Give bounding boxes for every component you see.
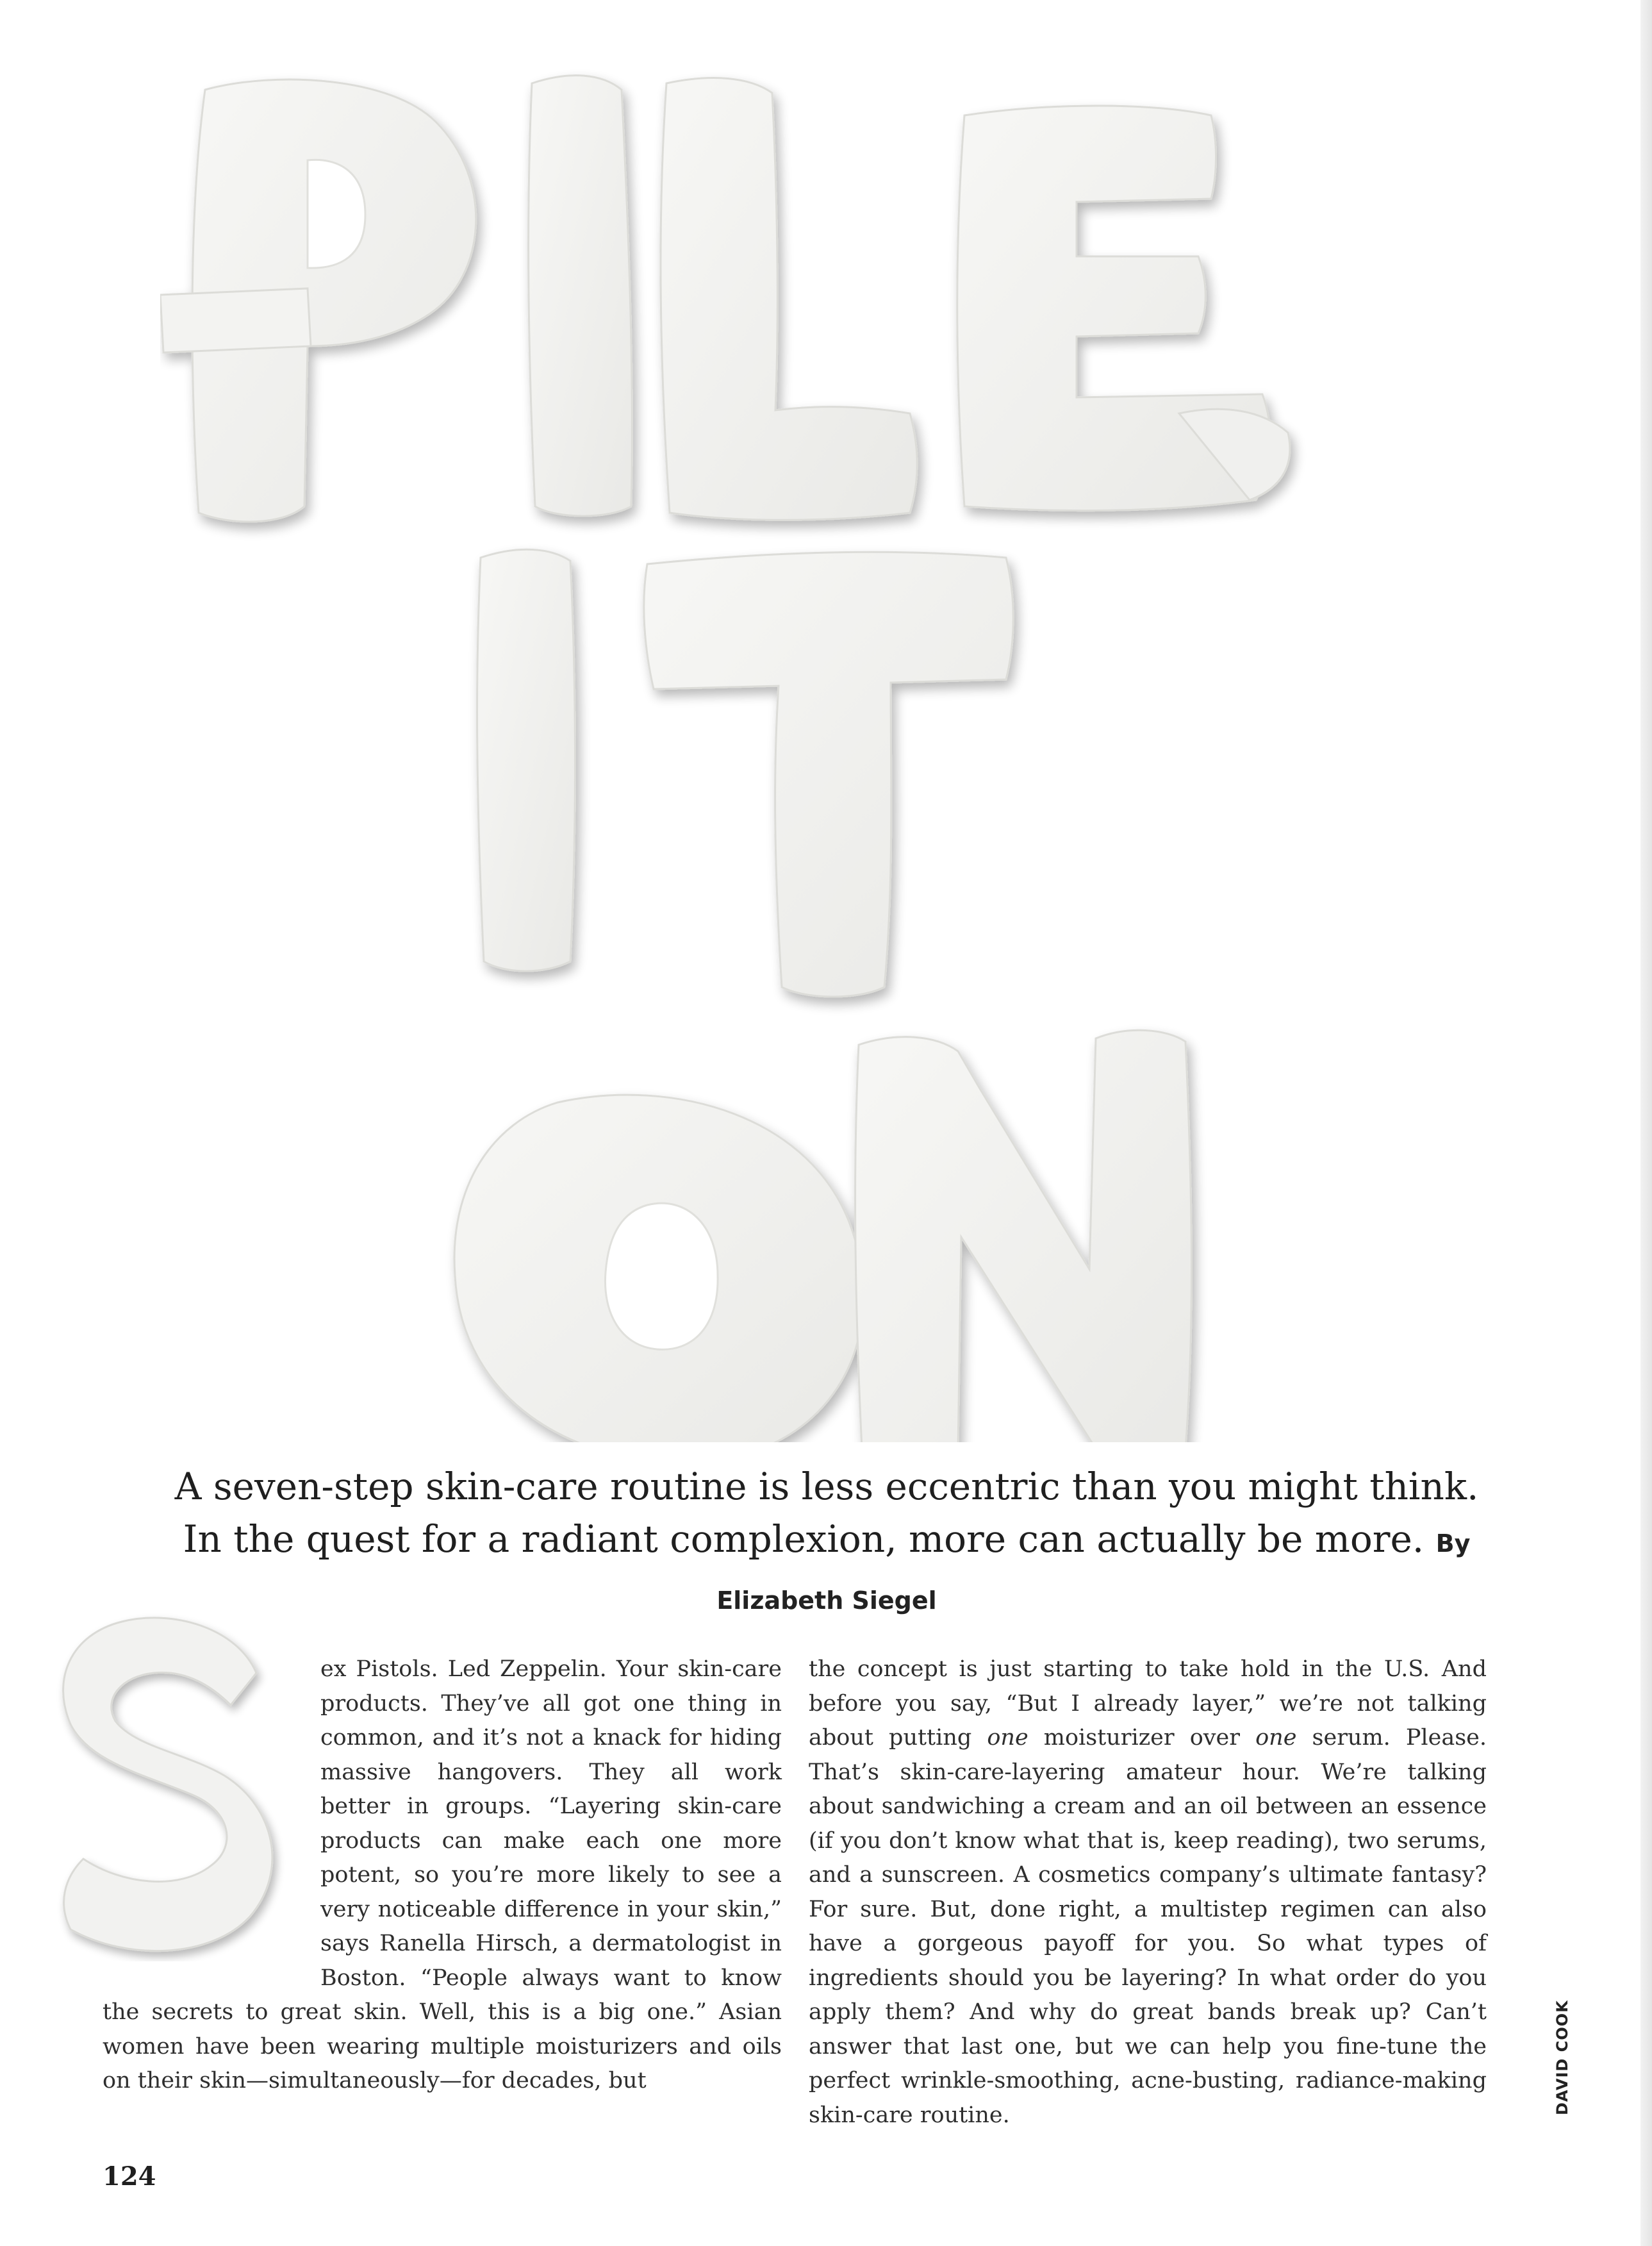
photo-credit-text: DAVID COOK [1553,2000,1571,2115]
letter-i-2 [477,549,575,971]
body-paragraph-2 [809,1652,1487,2133]
body-text-segment: the concept is just starting to take hold in the U.S. And before you say, “But I already layer,” we’re not talking about putting [809,1656,1487,1751]
page-number: 124 [103,2161,156,2192]
letter-n [855,1030,1192,1442]
cream-letters-illustration [160,64,1442,1442]
body-column-1 [103,1652,782,2099]
letter-e [957,106,1290,511]
article-dek [154,1460,1499,1627]
dek-text: A seven-step skin-care routine is less eccentric than you might think. In the quest for a radiant complexion, more can actually be more. [174,1465,1479,1561]
body-paragraph-1: ex Pistols. Led Zeppelin. Your skin-care products. They’ve all got one thing in common, and it’s not a knack for hiding massive hangovers. They all work better in groups. “Layering skin-care products can make each one more potent, so you’re more likely to see a very noticeable difference in your skin,” says Ranella Hirsch, a dermatologist in Boston. “People always want to know the secrets to great skin. Well, this is a big one.” Asian women have been wearing multiple moisturizers and oils on their skin—simultaneously—for decades, but [103,1656,782,2093]
byline: By Elizabeth Siegel [716,1529,1471,1615]
letter-l [661,78,917,520]
dropcap-wrap-space [103,1652,320,1995]
photo-credit [1553,1974,1579,2115]
body-emphasis: one [987,1725,1028,1751]
body-emphasis: one [1255,1725,1297,1751]
body-text-segment: moisturizer over [1028,1725,1256,1751]
page-edge-shadow [1640,0,1652,2246]
letter-o [454,1095,863,1442]
body-text-segment: serum. Please. That’s skin-care-layering amateur hour. We’re talking about sandwiching a cream and an oil between an essence (if you don’t know what that is, keep reading), two serums, and a sunscreen. A cosmetics company’s ultimate fantasy? For sure. But, done right, a multistep regimen can also have a gorgeous payoff for you. So what types of ingredients should you be layering? In what order do you apply them? And why do great bands break up? Can’t answer that last one, but we can help you fine-tune the perfect wrinkle-smoothing, acne-busting, radiance-making skin-care routine. [809,1725,1487,2128]
headline-pile-it-on [160,64,1442,1442]
letter-i-1 [529,76,632,516]
letter-p [160,79,476,522]
body-column-2 [809,1652,1487,2133]
letter-t [644,552,1013,997]
